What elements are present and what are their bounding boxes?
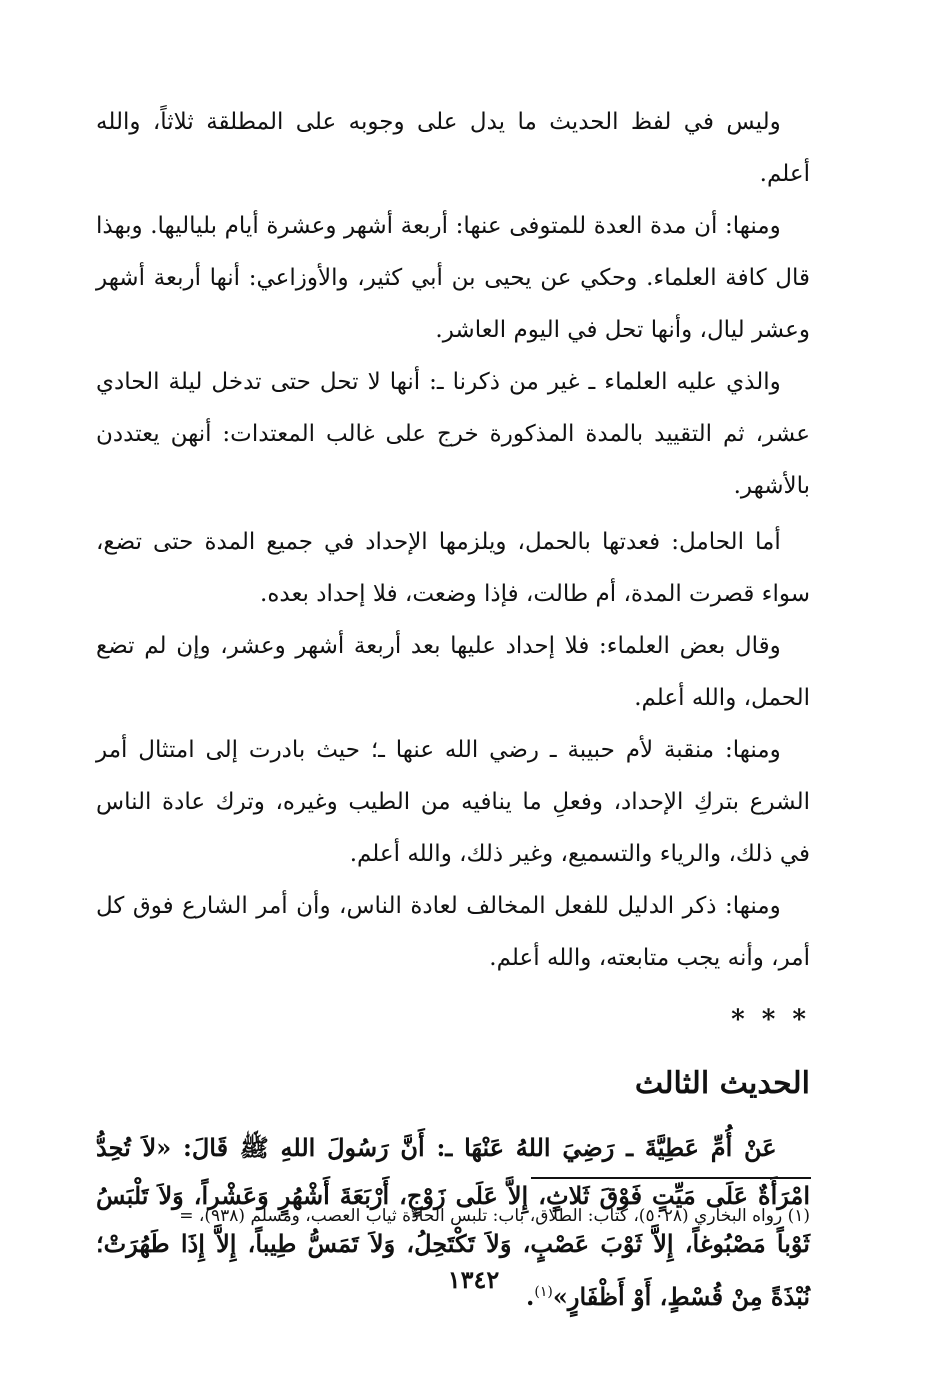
hadith-body: عَنْ أُمِّ عَطِيَّةَ ـ رَضِيَ اللهُ عَنْهَا ـ: أَنَّ رَسُولَ اللهِ ﷺ قَالَ: «لاَ تُحِدُّ امْرَأَةٌ عَلَى مَيِّتٍ فَوْقَ ثَلاثٍ، إِلاَّ عَلَى زَوْجٍ، أَرْبَعَةَ أَشْهُرٍ وَعَشْراً، وَلاَ تَلْبَسُ ثَوْباً مَصْبُوغاً، إِلاَّ ثَوْبَ عَصْبٍ، وَلاَ تَكْتَحِلُ، وَلاَ تَمَسُّ طِيباً، إِلاَّ إِذَا طَهُرَتْ؛ نُبْذَةً مِنْ قُسْطٍ، أَوْ أَظْفَارٍ» bbox=[96, 1133, 810, 1311]
paragraph: ومنها: منقبة لأم حبيبة ـ رضي الله عنها ـ؛ حيث بادرت إلى امتثال أمر الشرع بتركِ الإحداد، وفعلِ ما ينافيه من الطيب وغيره، وترك عادة الناس في ذلك، والرياء والتسميع، وغير ذلك، والله أعلم. bbox=[96, 737, 810, 867]
footnote: (١) رواه البخاري (٥٠٢٨)، كتاب: الطلاق، باب: تلبس الحادّة ثياب العصب، ومسلم (٩٣٨)، = bbox=[179, 1206, 810, 1226]
section-heading: الحديث الثالث bbox=[634, 1066, 810, 1101]
hadith-end-mark: . bbox=[526, 1282, 535, 1311]
paragraph: أما الحامل: فعدتها بالحمل، ويلزمها الإحداد في جميع المدة حتى تضع، سواء قصرت المدة، أم طالت، فإذا وضعت، فلا إحداد بعده. bbox=[96, 529, 810, 607]
paragraph: ومنها: ذكر الدليل للفعل المخالف لعادة الناس، وأن أمر الشارع فوق كل أمر، وأنه يجب متابعته، والله أعلم. bbox=[96, 893, 810, 971]
footnote-reference: (١) bbox=[534, 1284, 553, 1300]
paragraph: وليس في لفظ الحديث ما يدل على وجوبه على المطلقة ثلاثاً، والله أعلم. bbox=[96, 109, 810, 187]
main-text bbox=[96, 96, 810, 1321]
section-divider: * * * bbox=[731, 1005, 810, 1035]
page-number: ١٣٤٢ bbox=[447, 1265, 500, 1294]
paragraph: وقال بعض العلماء: فلا إحداد عليها بعد أربعة أشهر وعشر، وإن لم تضع الحمل، والله أعلم. bbox=[96, 633, 810, 711]
paragraph: ومنها: أن مدة العدة للمتوفى عنها: أربعة أشهر وعشرة أيام بلياليها. وبهذا قال كافة العلماء. وحكي عن يحيى بن أبي كثير، والأوزاعي: أنها أربعة أشهر وعشر ليال، وأنها تحل في اليوم العاشر. bbox=[96, 213, 810, 343]
footnote-separator bbox=[531, 1177, 811, 1179]
paragraph: والذي عليه العلماء ـ غير من ذكرنا ـ: أنها لا تحل حتى تدخل ليلة الحادي عشر، ثم التقييد بالمدة المذكورة خرج على غالب المعتدات: أنهن يعتددن بالأشهر. bbox=[96, 369, 810, 499]
